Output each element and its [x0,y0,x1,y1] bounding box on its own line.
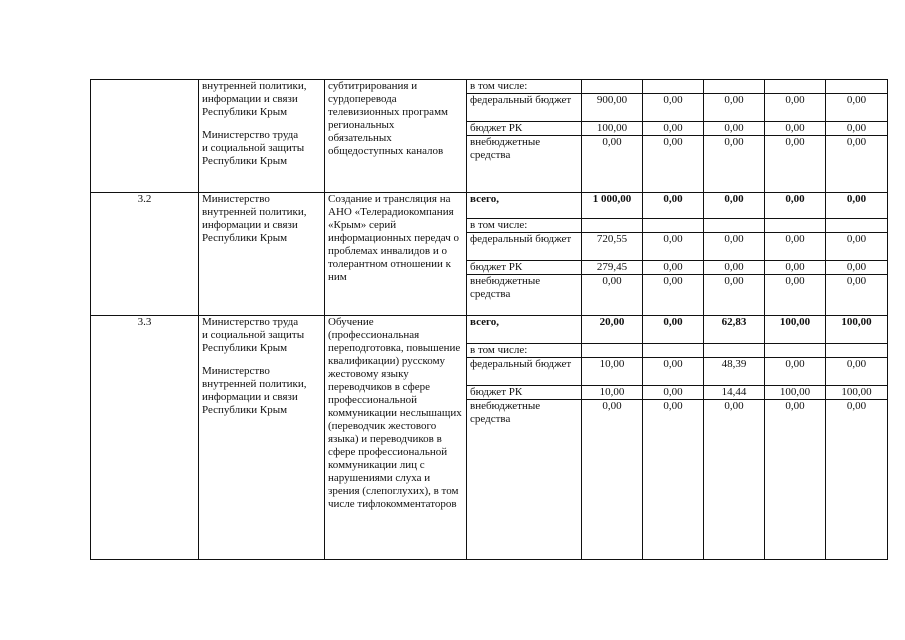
value-cell: 0,00 [643,261,704,275]
executor-line: Министерство труда [202,129,299,141]
value-cell [643,219,704,233]
executor-line: внутренней политики, [202,80,307,92]
spacer [202,119,321,129]
value-cell: 10,00 [582,358,643,386]
source-label: бюджет РК [467,386,582,400]
value-cell: 279,45 [582,261,643,275]
executor-line: внутренней политики, [202,378,307,390]
source-label: федеральный бюджет [467,233,582,261]
executor-line: Республики Крым [202,404,288,416]
value-cell: 0,00 [765,400,826,560]
executor-line: Республики Крым [202,342,288,354]
value-cell [826,219,888,233]
value-cell: 100,00 [765,316,826,344]
value-cell: 0,00 [643,136,704,193]
source-label: бюджет РК [467,122,582,136]
value-cell [643,344,704,358]
value-cell: 0,00 [704,400,765,560]
executor-line: Министерство [202,365,270,377]
value-cell [643,80,704,94]
value-cell: 0,00 [826,136,888,193]
spacer [202,355,321,365]
value-cell: 0,00 [826,122,888,136]
value-cell: 0,00 [826,233,888,261]
value-cell: 0,00 [826,400,888,560]
value-cell [704,344,765,358]
executor-cell [199,193,325,316]
table-row [91,316,888,344]
value-cell [826,344,888,358]
executor-line: информации и связи [202,391,298,403]
value-cell: 0,00 [643,400,704,560]
activity-cell [325,80,467,193]
row-number-cell: 3.2 [91,193,199,316]
value-cell: 0,00 [704,136,765,193]
source-label: в том числе: [467,344,582,358]
source-label: бюджет РК [467,261,582,275]
source-label: в том числе: [467,219,582,233]
row-number-cell: 3.3 [91,316,199,560]
value-cell: 0,00 [704,122,765,136]
value-cell: 0,00 [765,275,826,316]
value-cell: 20,00 [582,316,643,344]
value-cell: 100,00 [826,316,888,344]
source-label: внебюджетные средства [467,275,582,316]
activity-cell: Создание и трансляция на АНО «Телерадиокомпания «Крым» серий информационных передач о проблемах инвалидов и о толерантном отношении к ним [325,193,467,316]
source-label: всего, [467,193,582,219]
value-cell: 0,00 [643,122,704,136]
value-cell [826,80,888,94]
value-cell [765,344,826,358]
value-cell: 0,00 [826,275,888,316]
value-cell [704,80,765,94]
value-cell: 0,00 [826,94,888,122]
executor-line: и социальной защиты [202,142,305,154]
value-cell: 720,55 [582,233,643,261]
value-cell: 0,00 [765,94,826,122]
activity-line: обязательных [328,132,392,144]
value-cell: 0,00 [704,193,765,219]
executor-line: Министерство [202,193,270,205]
value-cell: 100,00 [582,122,643,136]
activity-line: сурдоперевода [328,93,397,105]
executor-line: Министерство труда [202,316,299,328]
value-cell: 0,00 [765,358,826,386]
value-cell: 0,00 [643,94,704,122]
value-cell: 48,39 [704,358,765,386]
executor-line: Республики Крым [202,155,288,167]
source-label: внебюджетные средства [467,136,582,193]
value-cell [582,80,643,94]
value-cell: 0,00 [765,193,826,219]
value-cell: 0,00 [643,316,704,344]
executor-cell [199,316,325,560]
value-cell: 100,00 [826,386,888,400]
value-cell: 900,00 [582,94,643,122]
value-cell: 0,00 [765,261,826,275]
value-cell: 0,00 [643,275,704,316]
executor-line: внутренней политики, [202,206,307,218]
executor-cell [199,80,325,193]
table-row [91,80,888,94]
value-cell [704,219,765,233]
source-label: внебюджетные средства [467,400,582,560]
value-cell [582,219,643,233]
row-number-cell [91,80,199,193]
executor-line: и социальной защиты [202,329,305,341]
source-label: федеральный бюджет [467,94,582,122]
value-cell: 0,00 [582,275,643,316]
value-cell: 0,00 [704,94,765,122]
activity-line: субтитрирования и [328,80,418,92]
value-cell: 0,00 [765,136,826,193]
activity-line: общедоступных каналов [328,145,444,157]
value-cell: 0,00 [643,386,704,400]
value-cell: 0,00 [643,233,704,261]
value-cell: 14,44 [704,386,765,400]
executor-line: информации и связи [202,219,298,231]
activity-cell: Обучение (профессиональная переподготовка, повышение квалификации) русскому жестовому языку переводчиков в сфере профессиональной коммуникации неслышащих (переводчик жестового языка) и переводчиков в сфере профессиональной коммуникации лиц с нарушениями слуха и зрения (слепоглухих), в том числе тифлокомментаторов [325,316,467,560]
value-cell: 100,00 [765,386,826,400]
source-label: федеральный бюджет [467,358,582,386]
value-cell [765,219,826,233]
value-cell: 0,00 [704,275,765,316]
value-cell: 0,00 [826,261,888,275]
value-cell: 0,00 [765,233,826,261]
budget-table [90,79,888,560]
value-cell: 0,00 [582,400,643,560]
activity-line: региональных [328,119,395,131]
value-cell: 10,00 [582,386,643,400]
table-row [91,193,888,219]
value-cell: 0,00 [643,358,704,386]
executor-line: информации и связи [202,93,298,105]
value-cell: 0,00 [826,358,888,386]
value-cell: 0,00 [765,122,826,136]
value-cell: 0,00 [582,136,643,193]
value-cell: 1 000,00 [582,193,643,219]
executor-line: Республики Крым [202,232,288,244]
value-cell [765,80,826,94]
activity-line: телевизионных программ [328,106,448,118]
value-cell: 0,00 [704,261,765,275]
value-cell: 0,00 [643,193,704,219]
value-cell: 62,83 [704,316,765,344]
value-cell [582,344,643,358]
executor-line: Республики Крым [202,106,288,118]
source-label: всего, [467,316,582,344]
value-cell: 0,00 [826,193,888,219]
value-cell: 0,00 [704,233,765,261]
source-label: в том числе: [467,80,582,94]
